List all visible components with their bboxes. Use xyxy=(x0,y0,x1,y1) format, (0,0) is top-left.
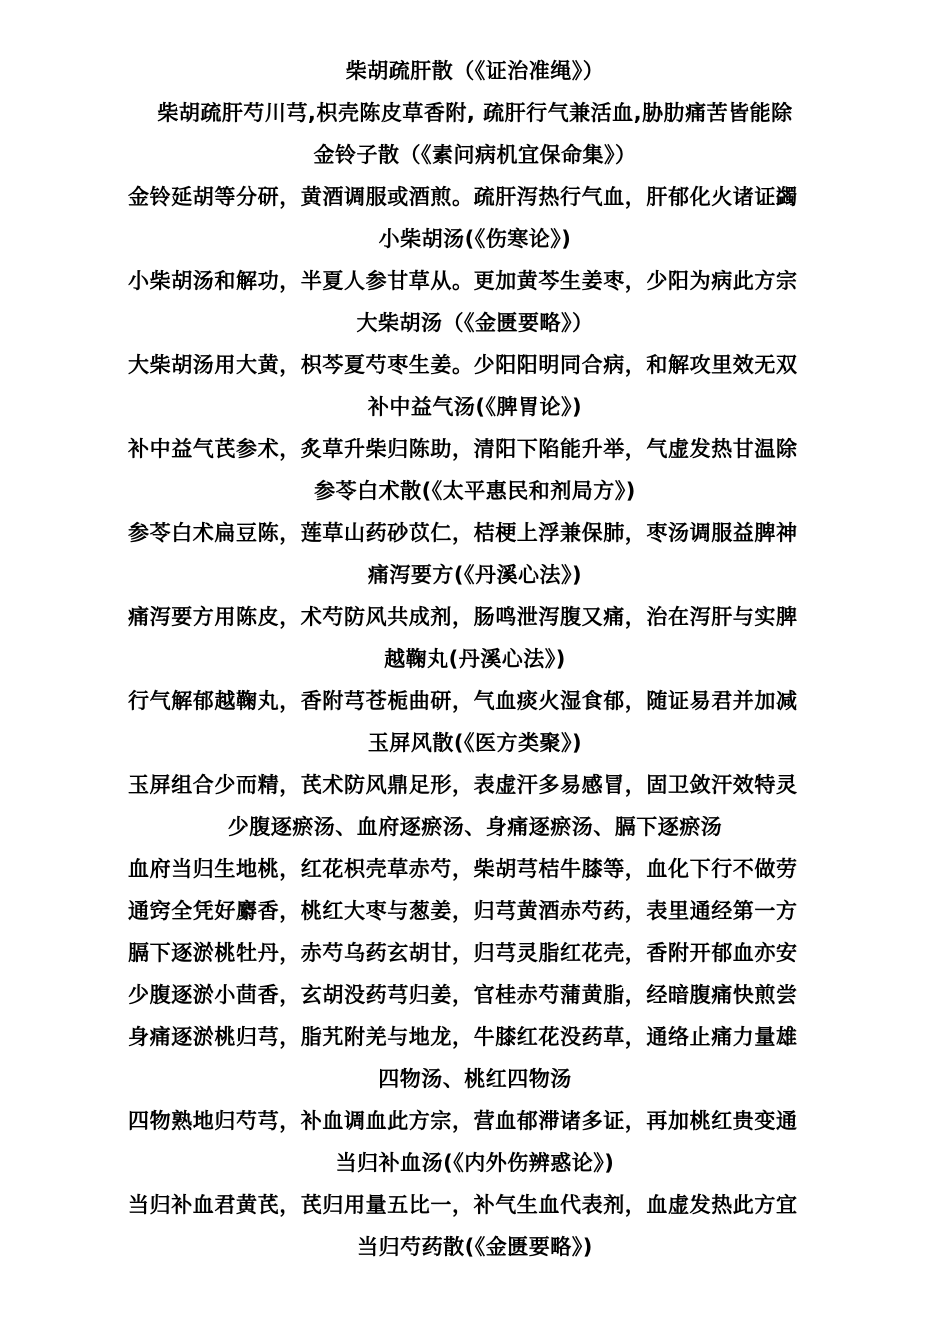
formula-title: 大柴胡汤（《金匮要略》） xyxy=(356,311,594,335)
formula-verse: 通窍全凭好麝香，桃红大枣与葱姜，归芎黄酒赤芍药，表里通经第一方 xyxy=(128,899,798,923)
formula-title: 参苓白术散(《太平惠民和剂局方》) xyxy=(314,479,636,503)
formula-verse: 金铃延胡等分研，黄酒调服或酒煎。疏肝泻热行气血，肝郁化火诸证蠲 xyxy=(128,185,798,209)
formula-title: 四物汤、桃红四物汤 xyxy=(378,1067,572,1091)
formula-title: 痛泻要方(《丹溪心法》) xyxy=(367,563,583,587)
formula-verse: 行气解郁越鞠丸，香附芎苍栀曲研，气血痰火湿食郁，随证易君并加减 xyxy=(128,689,798,713)
formula-verse: 柴胡疏肝芍川芎,枳壳陈皮草香附, 疏肝行气兼活血,胁肋痛苦皆能除 xyxy=(157,101,793,125)
formula-title: 玉屏风散(《医方类聚》) xyxy=(367,731,583,755)
formula-verse: 大柴胡汤用大黄，枳芩夏芍枣生姜。少阳阳明同合病，和解攻里效无双 xyxy=(128,353,798,377)
formula-verse: 少腹逐淤小茴香，玄胡没药芎归姜，官桂赤芍蒲黄脂，经暗腹痛快煎尝 xyxy=(128,983,798,1007)
formula-verse: 痛泻要方用陈皮，术芍防风共成剂，肠鸣泄泻腹又痛，治在泻肝与实脾 xyxy=(128,605,798,629)
formula-verse: 血府当归生地桃，红花枳壳草赤芍，柴胡芎桔牛膝等，血化下行不做劳 xyxy=(128,857,798,881)
formula-verse: 参苓白术扁豆陈，莲草山药砂苡仁，桔梗上浮兼保肺，枣汤调服益脾神 xyxy=(128,521,798,545)
formula-title: 少腹逐瘀汤、血府逐瘀汤、身痛逐瘀汤、膈下逐瘀汤 xyxy=(227,815,723,839)
document-page xyxy=(0,50,950,1268)
formula-verse: 补中益气芪参术，炙草升柴归陈助，清阳下陷能升举，气虚发热甘温除 xyxy=(128,437,798,461)
formula-title: 当归补血汤(《内外伤辨惑论》) xyxy=(335,1151,615,1175)
formula-title: 越鞠丸(丹溪心法》) xyxy=(384,647,566,671)
formula-title: 小柴胡汤(《伤寒论》) xyxy=(378,227,572,251)
formula-verse: 身痛逐淤桃归芎，脂艽附羌与地龙，牛膝红花没药草，通络止痛力量雄 xyxy=(128,1025,798,1049)
formula-verse: 当归补血君黄芪，芪归用量五比一，补气生血代表剂，血虚发热此方宜 xyxy=(128,1193,798,1217)
formula-verse: 膈下逐淤桃牡丹，赤芍乌药玄胡甘，归芎灵脂红花壳，香附开郁血亦安 xyxy=(128,941,798,965)
formula-verse: 小柴胡汤和解功，半夏人参甘草从。更加黄芩生姜枣，少阳为病此方宗 xyxy=(128,269,798,293)
formula-title: 当归芍药散(《金匮要略》) xyxy=(357,1235,593,1259)
formula-title: 金铃子散（《素问病机宜保命集》） xyxy=(313,143,637,167)
formula-title: 补中益气汤(《脾胃论》) xyxy=(367,395,583,419)
formula-title: 柴胡疏肝散（《证治准绳》） xyxy=(345,59,605,83)
formula-verse: 四物熟地归芍芎，补血调血此方宗，营血郁滞诸多证，再加桃红贵变通 xyxy=(128,1109,798,1133)
formula-verse: 玉屏组合少而精，芪术防风鼎足形，表虚汗多易感冒，固卫敛汗效特灵 xyxy=(128,773,798,797)
